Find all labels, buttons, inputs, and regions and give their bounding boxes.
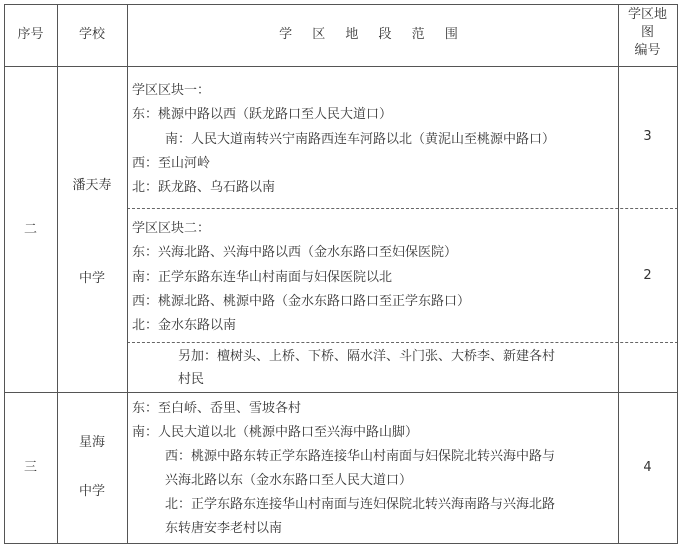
header-seq: 序号: [17, 27, 44, 42]
block2-title: 学区区块二：: [132, 221, 211, 236]
table-border-right: [677, 4, 678, 544]
header-bottom-line: [4, 66, 678, 67]
row-divider: [4, 392, 678, 393]
block2-north: 北：金水东路以南: [132, 318, 237, 333]
row-three-east: 东：至白峤、岙里、雪坡各村: [132, 401, 302, 416]
row-two-school-line1: 潘天寿: [72, 178, 112, 193]
header-map-no: [618, 6, 677, 60]
row-three-south: 南：人民大道以北（桃源中路口至兴海中路山脚）: [132, 425, 419, 440]
block1-north: 北：跃龙路、乌石路以南: [132, 180, 276, 195]
header-map-no-line1: 学区地: [627, 7, 667, 22]
row-three-north-cont: 东转唐安李老村以南: [165, 521, 283, 536]
extra-divider-dashed: [127, 342, 678, 343]
table-border-bottom: [4, 543, 678, 544]
row-three-seq: 三: [23, 460, 37, 475]
header-map-no-line3: 编号: [634, 43, 661, 58]
row-two-seq: 二: [23, 222, 37, 237]
col-divider-school: [127, 4, 128, 544]
block2-east: 东：兴海北路、兴海中路以西（金水东路口至妇保医院）: [132, 245, 458, 260]
row-three-map-no: 4: [643, 460, 652, 475]
block1-west: 西：至山河岭: [132, 156, 211, 171]
table-border-top: [4, 4, 678, 5]
row-three-school-line1: 星海: [78, 435, 105, 450]
row-two-school-line2: 中学: [78, 271, 105, 286]
extra-line1: 另加：檀树头、上桥、下桥、隔水洋、斗门张、大桥李、新建各村: [178, 349, 556, 364]
row-three-school-line2: 中学: [78, 484, 105, 499]
block1-east: 东：桃源中路以西（跃龙路口至人民大道口）: [132, 107, 393, 122]
block1-title: 学区区块一：: [132, 83, 211, 98]
block1-map-no: 3: [643, 129, 652, 144]
row-three-north: 北：正学东路东连接华山村南面与连妇保院北转兴海南路与兴海北路: [165, 497, 556, 512]
header-map-no-line2: 图: [640, 25, 654, 40]
row-three-west-cont: 兴海北路以东（金水东路口至人民大道口）: [165, 473, 413, 488]
block2-west: 西：桃源北路、桃源中路（金水东路口路口至正学东路口）: [132, 294, 471, 309]
block-divider-dashed: [127, 208, 678, 209]
block1-south: 南：人民大道南转兴宁南路西连车河路以北（黄泥山至桃源中路口）: [165, 132, 556, 147]
block2-south: 南：正学东路东连华山村南面与妇保医院以北: [132, 270, 393, 285]
block2-map-no: 2: [643, 268, 652, 283]
header-school: 学校: [78, 27, 105, 42]
extra-line2: 村民: [178, 372, 205, 387]
header-range: 学 区 地 段 范 围: [279, 27, 466, 42]
row-three-west: 西：桃源中路东转正学东路连接华山村南面与妇保院北转兴海中路与: [165, 449, 556, 464]
